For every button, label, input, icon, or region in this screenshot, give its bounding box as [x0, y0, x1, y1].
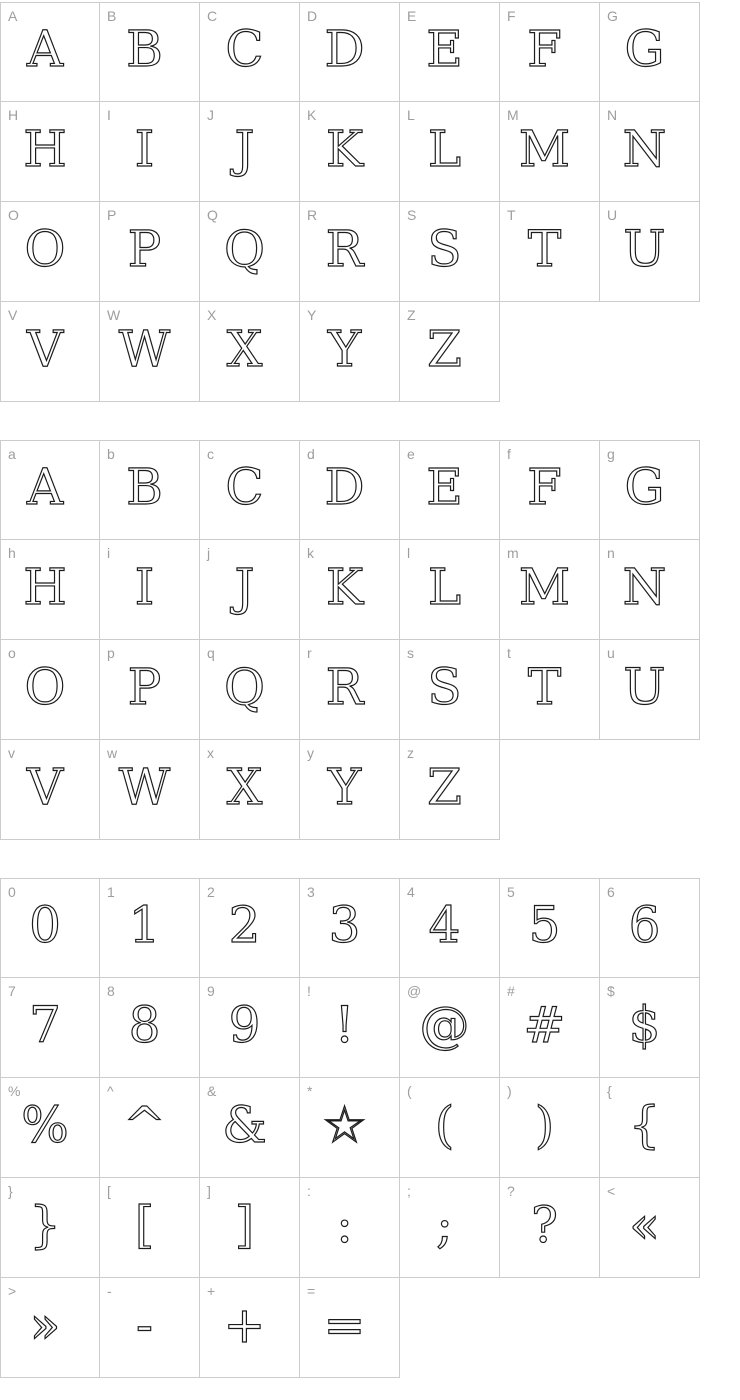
glyph-cell — [100, 302, 200, 402]
grid-row — [0, 440, 740, 540]
cell-glyph: 4 — [428, 896, 461, 954]
cell-label: S — [407, 207, 417, 223]
cell-glyph: X — [226, 319, 263, 378]
cell-label: ( — [407, 1083, 412, 1099]
cell-glyph: 5 — [528, 896, 561, 954]
cell-label: 2 — [207, 884, 215, 900]
cell-glyph: 8 — [128, 995, 161, 1054]
cell-label: : — [307, 1183, 311, 1199]
grid-row — [0, 540, 740, 640]
cell-glyph: X — [226, 757, 263, 816]
cell-glyph: E — [426, 20, 463, 78]
glyph-cell — [0, 202, 100, 302]
glyph-cell — [400, 640, 500, 740]
glyph-cell — [400, 740, 500, 840]
cell-glyph: H — [23, 557, 67, 616]
cell-label: s — [407, 645, 414, 661]
grid-row — [0, 2, 740, 102]
cell-label: [ — [107, 1183, 111, 1199]
cell-label: f — [507, 446, 511, 462]
grid-row — [0, 1278, 740, 1378]
cell-label: m — [507, 545, 519, 561]
grid-row — [0, 202, 740, 302]
cell-label: o — [8, 645, 16, 661]
glyph-cell — [500, 978, 600, 1078]
cell-label: 1 — [107, 884, 115, 900]
cell-glyph: H — [23, 119, 67, 178]
glyph-cell — [300, 640, 400, 740]
cell-glyph: P — [127, 657, 162, 716]
glyph-cell — [300, 440, 400, 540]
cell-glyph: J — [234, 557, 255, 616]
glyph-cell — [0, 1178, 100, 1278]
cell-label: l — [407, 545, 411, 561]
cell-label: ; — [407, 1183, 411, 1199]
cell-label: $ — [607, 983, 615, 999]
cell-glyph: { — [628, 1095, 661, 1154]
cell-glyph: F — [527, 458, 562, 516]
grid-row — [0, 978, 740, 1078]
cell-label: + — [207, 1283, 216, 1299]
glyph-cell — [600, 1078, 700, 1178]
cell-glyph: E — [426, 458, 463, 516]
glyph-cell — [600, 2, 700, 102]
cell-glyph: R — [325, 657, 364, 716]
glyph-cell — [400, 978, 500, 1078]
cell-glyph: ☆ — [322, 1095, 367, 1154]
cell-label: 5 — [507, 884, 515, 900]
cell-glyph: K — [325, 557, 364, 616]
glyph-cell — [500, 1078, 600, 1178]
cell-glyph: G — [624, 20, 665, 78]
glyph-cell — [200, 440, 300, 540]
cell-glyph: 2 — [228, 896, 261, 954]
cell-label: I — [107, 107, 111, 123]
glyph-cell — [300, 102, 400, 202]
glyph-cell — [400, 2, 500, 102]
cell-glyph: I — [134, 119, 155, 178]
cell-label: H — [8, 107, 19, 123]
cell-label: g — [607, 446, 615, 462]
cell-glyph: G — [624, 458, 665, 516]
cell-label: W — [107, 307, 121, 323]
cell-glyph: % — [21, 1095, 69, 1154]
cell-label: P — [107, 207, 117, 223]
glyph-cell — [100, 878, 200, 978]
cell-label: U — [607, 207, 618, 223]
cell-label: ] — [207, 1183, 211, 1199]
cell-glyph: 7 — [29, 995, 61, 1054]
glyph-grid-digits-and-symbols — [0, 878, 740, 1378]
cell-label: c — [207, 446, 214, 462]
cell-label: 3 — [307, 884, 315, 900]
cell-glyph: # — [523, 995, 566, 1054]
glyph-cell — [500, 202, 600, 302]
cell-glyph: : — [336, 1195, 353, 1254]
glyph-cell — [0, 302, 100, 402]
cell-glyph: D — [324, 458, 365, 516]
cell-label: } — [8, 1183, 13, 1199]
cell-label: = — [307, 1283, 316, 1299]
glyph-cell — [100, 102, 200, 202]
cell-label: T — [507, 207, 516, 223]
glyph-cell — [200, 540, 300, 640]
glyph-grid-lowercase-letters — [0, 440, 740, 840]
cell-glyph: 1 — [128, 896, 161, 954]
glyph-cell — [100, 2, 200, 102]
glyph-cell — [200, 1078, 300, 1178]
cell-glyph: V — [26, 319, 64, 378]
glyph-cell — [400, 202, 500, 302]
cell-glyph: O — [24, 219, 66, 278]
glyph-cell — [0, 440, 100, 540]
glyph-cell — [100, 978, 200, 1078]
glyph-cell — [200, 202, 300, 302]
cell-label: i — [107, 545, 111, 561]
glyph-cell — [400, 1078, 500, 1178]
glyph-cell — [600, 202, 700, 302]
cell-glyph: ? — [531, 1195, 558, 1254]
glyph-cell — [0, 102, 100, 202]
glyph-cell — [300, 878, 400, 978]
cell-label: @ — [407, 983, 422, 999]
cell-label: 9 — [207, 983, 215, 999]
cell-glyph: M — [518, 119, 571, 178]
cell-label: b — [107, 446, 115, 462]
cell-label: 8 — [107, 983, 115, 999]
glyph-cell — [200, 878, 300, 978]
cell-label: % — [8, 1083, 21, 1099]
cell-label: h — [8, 545, 16, 561]
cell-glyph: I — [134, 557, 155, 616]
cell-label: < — [607, 1183, 616, 1199]
cell-glyph: U — [623, 657, 666, 716]
cell-label: L — [407, 107, 415, 123]
cell-glyph: S — [427, 219, 462, 278]
grid-row — [0, 640, 740, 740]
cell-glyph: C — [225, 20, 264, 78]
cell-label: x — [207, 745, 214, 761]
glyph-cell — [500, 640, 600, 740]
cell-label: t — [507, 645, 511, 661]
cell-glyph: S — [427, 657, 462, 716]
cell-label: # — [507, 983, 515, 999]
glyph-cell — [600, 540, 700, 640]
glyph-cell — [300, 740, 400, 840]
cell-label: w — [107, 745, 118, 761]
cell-label: 4 — [407, 884, 415, 900]
glyph-cell — [200, 1278, 300, 1378]
cell-glyph: T — [527, 219, 562, 278]
cell-glyph: J — [234, 119, 255, 178]
cell-glyph: N — [622, 119, 667, 178]
glyph-cell — [500, 102, 600, 202]
cell-glyph: ; — [436, 1195, 453, 1254]
cell-glyph: ) — [534, 1095, 555, 1154]
cell-label: v — [8, 745, 15, 761]
cell-glyph: + — [223, 1295, 266, 1354]
cell-label: F — [507, 8, 516, 24]
glyph-cell — [400, 878, 500, 978]
glyph-cell — [300, 1078, 400, 1178]
cell-label: Q — [207, 207, 218, 223]
cell-glyph: - — [136, 1295, 153, 1354]
cell-label: G — [607, 8, 618, 24]
glyph-cell — [0, 1078, 100, 1178]
cell-label: Z — [407, 307, 416, 323]
glyph-cell — [300, 1278, 400, 1378]
glyph-cell — [200, 102, 300, 202]
glyph-cell — [200, 640, 300, 740]
cell-label: > — [8, 1283, 17, 1299]
glyph-cell — [600, 102, 700, 202]
cell-label: K — [307, 107, 317, 123]
cell-label: { — [607, 1083, 612, 1099]
glyph-cell — [500, 878, 600, 978]
cell-glyph: Q — [224, 657, 265, 716]
cell-glyph: & — [222, 1095, 267, 1154]
cell-label: r — [307, 645, 312, 661]
grid-row — [0, 878, 740, 978]
cell-glyph: K — [325, 119, 364, 178]
glyph-cell — [600, 878, 700, 978]
glyph-cell — [100, 202, 200, 302]
cell-label: ? — [507, 1183, 515, 1199]
cell-label: D — [307, 8, 318, 24]
cell-label: y — [307, 745, 314, 761]
cell-glyph: P — [127, 219, 162, 278]
cell-label: u — [607, 645, 615, 661]
cell-glyph: W — [118, 757, 171, 816]
cell-glyph: $ — [628, 995, 661, 1054]
cell-label: ) — [507, 1083, 512, 1099]
cell-glyph: ^ — [123, 1095, 166, 1154]
cell-glyph: 0 — [29, 896, 61, 954]
cell-glyph: N — [622, 557, 667, 616]
glyph-cell — [400, 440, 500, 540]
cell-glyph: Q — [224, 219, 265, 278]
cell-glyph: U — [623, 219, 666, 278]
cell-glyph: F — [527, 20, 562, 78]
cell-glyph: 3 — [328, 896, 361, 954]
glyph-cell — [100, 1078, 200, 1178]
cell-glyph: L — [427, 119, 462, 178]
cell-label: j — [207, 545, 211, 561]
cell-label: q — [207, 645, 215, 661]
grid-row — [0, 102, 740, 202]
glyph-cell — [0, 1278, 100, 1378]
cell-label: J — [207, 107, 214, 123]
cell-label: C — [207, 8, 218, 24]
cell-label: V — [8, 307, 18, 323]
glyph-cell — [200, 302, 300, 402]
glyph-cell — [0, 740, 100, 840]
glyph-cell — [300, 2, 400, 102]
glyph-cell — [400, 540, 500, 640]
cell-glyph: [ — [134, 1195, 155, 1254]
cell-glyph: 6 — [628, 896, 661, 954]
cell-glyph: W — [118, 319, 171, 378]
glyph-cell — [500, 540, 600, 640]
glyph-cell — [100, 1178, 200, 1278]
cell-label: N — [607, 107, 618, 123]
cell-glyph: » — [29, 1295, 61, 1354]
cell-label: p — [107, 645, 115, 661]
glyph-cell — [200, 740, 300, 840]
cell-label: & — [207, 1083, 217, 1099]
cell-glyph: Y — [327, 319, 361, 378]
cell-label: ! — [307, 983, 311, 999]
cell-glyph: Z — [427, 319, 462, 378]
cell-glyph: B — [126, 458, 163, 516]
cell-glyph: B — [126, 20, 163, 78]
glyph-cell — [400, 1178, 500, 1278]
glyph-cell — [300, 302, 400, 402]
cell-label: 0 — [8, 884, 16, 900]
cell-label: * — [307, 1083, 313, 1099]
cell-label: X — [207, 307, 217, 323]
glyph-cell — [500, 440, 600, 540]
cell-label: ^ — [107, 1083, 114, 1099]
cell-label: a — [8, 446, 16, 462]
grid-row — [0, 302, 740, 402]
glyph-cell — [300, 1178, 400, 1278]
cell-label: R — [307, 207, 318, 223]
glyph-cell — [100, 540, 200, 640]
glyph-cell — [400, 302, 500, 402]
cell-label: E — [407, 8, 417, 24]
glyph-cell — [600, 1178, 700, 1278]
cell-glyph: V — [26, 757, 64, 816]
cell-label: k — [307, 545, 314, 561]
glyph-cell — [200, 2, 300, 102]
cell-label: 7 — [8, 983, 16, 999]
cell-label: e — [407, 446, 415, 462]
glyph-cell — [600, 978, 700, 1078]
cell-label: z — [407, 745, 414, 761]
glyph-cell — [200, 1178, 300, 1278]
cell-glyph: ! — [334, 995, 355, 1054]
glyph-cell — [300, 202, 400, 302]
glyph-cell — [0, 640, 100, 740]
cell-glyph: 9 — [228, 995, 261, 1054]
cell-glyph: C — [225, 458, 264, 516]
grid-row — [0, 1178, 740, 1278]
cell-label: M — [507, 107, 519, 123]
glyph-cell — [300, 540, 400, 640]
glyph-cell — [0, 2, 100, 102]
glyph-cell — [600, 440, 700, 540]
cell-glyph: M — [518, 557, 571, 616]
cell-glyph: R — [325, 219, 364, 278]
glyph-cell — [300, 978, 400, 1078]
cell-label: n — [607, 545, 615, 561]
glyph-cell — [0, 540, 100, 640]
cell-glyph: A — [26, 20, 64, 78]
cell-label: 6 — [607, 884, 615, 900]
cell-glyph: A — [26, 458, 64, 516]
glyph-cell — [600, 640, 700, 740]
cell-glyph: Z — [427, 757, 462, 816]
cell-glyph: @ — [419, 995, 470, 1054]
cell-glyph: ] — [234, 1195, 255, 1254]
glyph-cell — [100, 440, 200, 540]
cell-glyph: = — [323, 1295, 366, 1354]
cell-glyph: Y — [327, 757, 361, 816]
glyph-cell — [400, 102, 500, 202]
glyph-cell — [500, 2, 600, 102]
cell-glyph: O — [24, 657, 66, 716]
glyph-cell — [100, 640, 200, 740]
cell-glyph: T — [527, 657, 562, 716]
cell-label: - — [107, 1283, 112, 1299]
cell-label: Y — [307, 307, 317, 323]
glyph-cell — [100, 1278, 200, 1378]
glyph-cell — [200, 978, 300, 1078]
glyph-cell — [100, 740, 200, 840]
grid-row — [0, 740, 740, 840]
cell-glyph: ( — [434, 1095, 455, 1154]
cell-glyph: D — [324, 20, 365, 78]
cell-label: B — [107, 8, 117, 24]
cell-glyph: L — [427, 557, 462, 616]
grid-row — [0, 1078, 740, 1178]
glyph-cell — [500, 1178, 600, 1278]
glyph-cell — [0, 978, 100, 1078]
cell-label: O — [8, 207, 19, 223]
cell-glyph: } — [29, 1195, 61, 1254]
cell-label: A — [8, 8, 18, 24]
glyph-grid-uppercase-letters — [0, 2, 740, 402]
cell-glyph: « — [629, 1195, 660, 1254]
glyph-cell — [0, 878, 100, 978]
cell-label: d — [307, 446, 315, 462]
